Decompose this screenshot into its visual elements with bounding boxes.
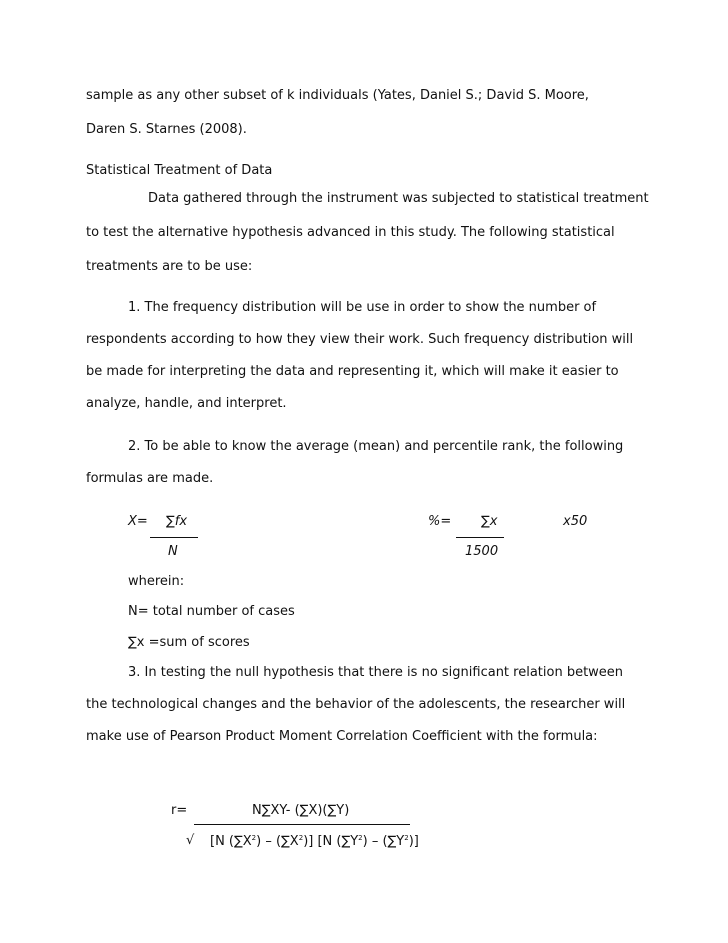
paragraph-line: the technological changes and the behavior of the adolescents, the researcher will [86,697,626,712]
paragraph-line: respondents according to how they view their work. Such frequency distribution will [86,332,634,347]
paragraph-line: Daren S. Starnes (2008). [86,122,247,137]
paragraph-line: make use of Pearson Product Moment Correlation Coefficient with the formula: [86,729,598,744]
r-lhs: r= [171,803,188,818]
paragraph-line: be made for interpreting the data and representing it, which will make it easier to [86,364,619,379]
percentile-denominator: 1500 [465,544,499,559]
paragraph-line: sample as any other subset of k individuals (Yates, Daniel S.; David S. Moore, [86,88,589,103]
paragraph-line: formulas are made. [86,471,214,486]
list-item-3: 3. In testing the null hypothesis that there is no significant relation between [128,665,624,680]
percentile-numerator: ∑x [481,514,498,529]
paragraph-line: analyze, handle, and interpret. [86,396,287,411]
r-denominator: [N $(\sum X^2) - (\sum X^2)$] [N $(\sum Y^2) - (\sum Y^2)$] [210,834,419,849]
section-heading: Statistical Treatment of Data [86,163,273,178]
paragraph-line: to test the alternative hypothesis advanced in this study. The following statistical [86,225,615,240]
mean-lhs: X= [128,514,148,529]
mean-denominator: N [168,544,178,559]
list-item-1: 1. The frequency distribution will be use in order to show the number of [128,300,597,315]
wherein-label: wherein: [128,574,185,589]
definition-n: N= total number of cases [128,604,295,619]
percentile-lhs: %= [428,514,452,529]
list-item-2: 2. To be able to know the average (mean) and percentile rank, the following [128,439,624,454]
square-root-icon: √ [186,833,195,848]
r-numerator: N∑XY- (∑X)(∑Y) [252,803,350,818]
fraction-bar [194,824,410,825]
paragraph-line: Data gathered through the instrument was subjected to statistical treatment [148,191,649,206]
mean-numerator: ∑fx [166,514,188,529]
definition-x: ∑x =sum of scores [128,635,250,650]
fraction-bar [456,537,504,538]
paragraph-line: treatments are to be use: [86,259,253,274]
percentile-multiplier: x50 [563,514,588,529]
fraction-bar [150,537,198,538]
